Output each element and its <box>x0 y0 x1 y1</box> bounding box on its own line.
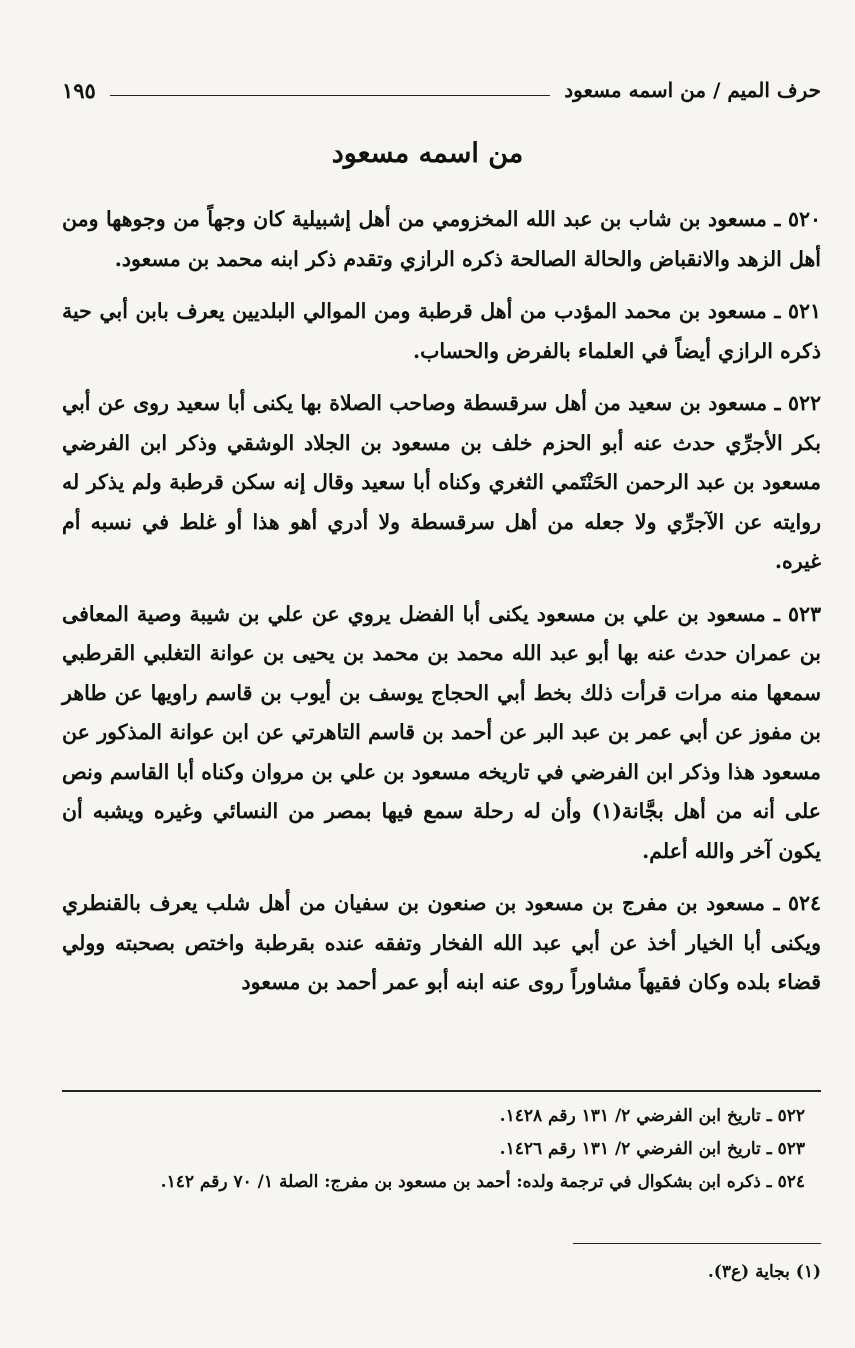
entry-number: ٥٢٤ ـ <box>773 891 821 915</box>
entry-520 <box>62 200 821 279</box>
entry-524 <box>62 884 821 1003</box>
entry-text: مسعود بن سعيد من أهل سرقسطة وصاحب الصلاة بها يكنى أبا سعيد روى عن أبي بكر الأجرِّي حدث عنه أبو الحزم خلف بن مسعود بن الجلاد الوشقي وذكر ابن الفرضي مسعود بن عبد الرحمن الحَنْتَمي الثغري وكناه أبا سعيد وقال إنه سكن قرطبة ولم يذكر له روايته عن الآجرِّي ولا جعله من أهل سرقسطة ولا أدري أهو هذا أو غلط في نسبه أم غيره. <box>62 391 821 573</box>
entry-text: مسعود بن علي بن مسعود يكنى أبا الفضل يروي عن علي بن شيبة وصية المعافى بن عمران حدث عنه بها أبو عبد الله محمد بن محمد بن يحيى بن عوانة التغلبي القرطبي سمعها منه مرات قرأت ذلك بخط أبي الحجاج يوسف بن أيوب بن قاسم راويها عن طاهر بن مفوز عن أبي عمر بن عبد البر عن أحمد بن قاسم التاهرتي عن ابن عوانة المذكور عن مسعود هذا وذكر ابن الفرضي في تاريخه مسعود بن علي بن مروان وكناه أبا القاسم ونص على أنه من أهل بجَّانة(١) وأن له رحلة سمع فيها بمصر من النسائي وغيره ويشبه أن يكون آخر والله أعلم. <box>62 601 821 863</box>
notes-divider <box>62 1090 821 1092</box>
header-rule <box>110 95 550 96</box>
page-number: ١٩٥ <box>62 77 96 103</box>
entry-number: ٥٢٠ ـ <box>774 207 821 231</box>
footnote: (١) بجاية (ع٣). <box>707 1262 821 1282</box>
entry-number: ٥٢١ ـ <box>774 299 821 323</box>
entry-521 <box>62 292 821 371</box>
entry-text: مسعود بن شاب بن عبد الله المخزومي من أهل إشبيلية كان وجهاً من وجوهها ومن أهل الزهد والانقباض والحالة الصالحة ذكره الرازي وتقدم ذكر ابنه محمد بن مسعود. <box>62 207 821 271</box>
running-header <box>62 72 821 108</box>
running-title: حرف الميم / من اسمه مسعود <box>564 78 821 102</box>
entry-text: مسعود بن مفرج بن مسعود بن صنعون بن سفيان من أهل شلب يعرف بالقنطري ويكنى أبا الخيار أخذ عن أبي عبد الله الفخار وتفقه عنده بقرطبة واختص بصحبته وولي قضاء بلده وكان فقيهاً مشاوراً روى عنه ابنه أبو عمر أحمد بن مسعود <box>62 891 821 994</box>
source-note: ٥٢٤ ـ ذكره ابن بشكوال في ترجمة ولده: أحمد بن مسعود بن مفرج: الصلة ١/ ٧٠ رقم ١٤٢. <box>160 1172 805 1192</box>
entry-522 <box>62 384 821 582</box>
entry-523 <box>62 595 821 872</box>
source-notes <box>62 1100 821 1199</box>
entry-number: ٥٢٢ ـ <box>774 391 821 415</box>
footnote-divider <box>573 1243 821 1244</box>
entries-body <box>62 200 821 1016</box>
source-note: ٥٢٣ ـ تاريخ ابن الفرضي ٢/ ١٣١ رقم ١٤٢٦. <box>499 1139 805 1159</box>
section-title: من اسمه مسعود <box>331 138 524 169</box>
entry-text: مسعود بن محمد المؤدب من أهل قرطبة ومن الموالي البلديين يعرف بابن أبي حية ذكره الرازي أيضاً في العلماء بالفرض والحساب. <box>62 299 821 363</box>
entry-number: ٥٢٣ ـ <box>773 601 821 626</box>
source-note: ٥٢٢ ـ تاريخ ابن الفرضي ٢/ ١٣١ رقم ١٤٢٨. <box>499 1106 805 1126</box>
